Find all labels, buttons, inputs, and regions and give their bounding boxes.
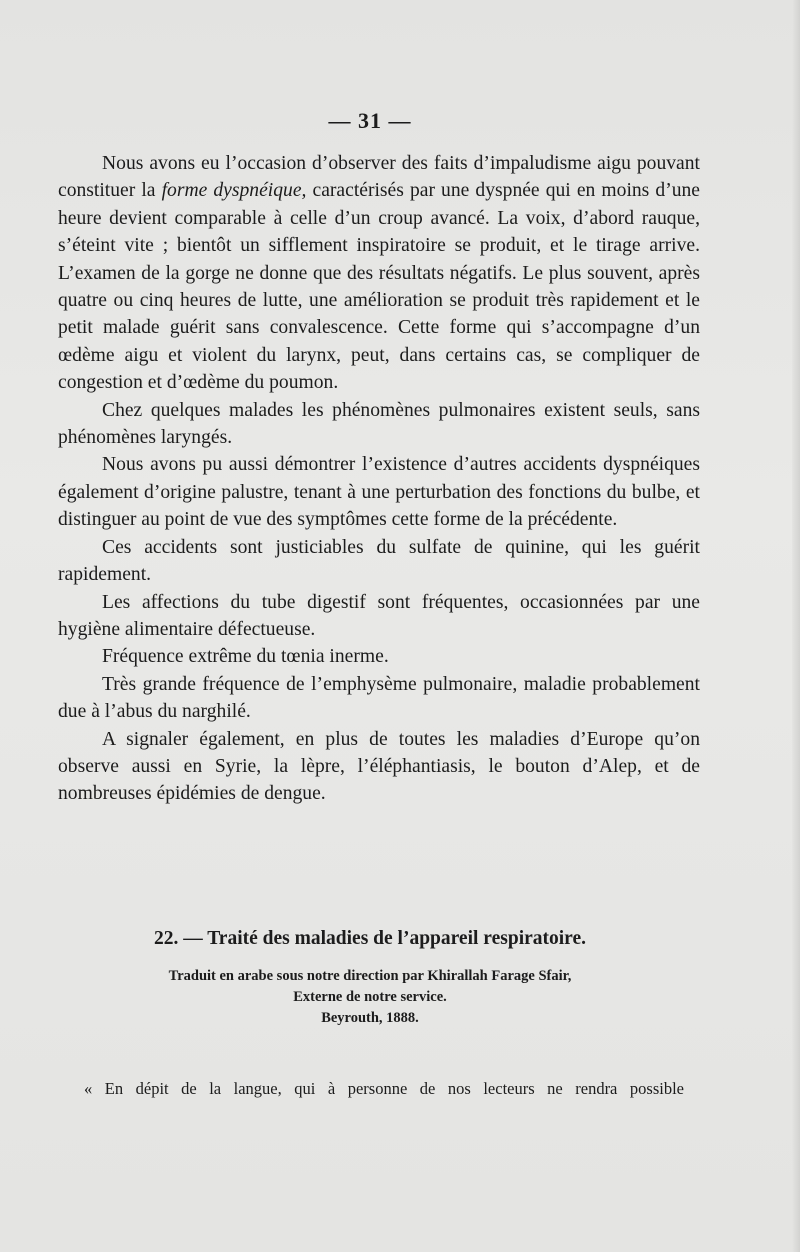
paragraph-3: Nous avons pu aussi démontrer l’existence d’autres accidents dyspnéiques également d’origine palustre, tenant à une perturbation des fonctions du bulbe, et distinguer au point de vue des symptômes cette forme de la précédente. <box>58 454 700 531</box>
section-subtitle <box>0 966 740 1029</box>
subtitle-line-place-date: Beyrouth, 1888. <box>321 1010 419 1026</box>
body-text <box>58 150 700 808</box>
page-number: — 31 — <box>328 108 412 133</box>
quote-start: « En dépit de la langue, qui à personne de nos lecteurs ne rendra possible <box>84 1079 684 1098</box>
paragraph-7: Très grande fréquence de l’emphysème pulmonaire, maladie probablement due à l’abus du narghilé. <box>58 673 700 723</box>
paragraph-6: Fréquence extrême du tœnia inerme. <box>102 646 389 668</box>
paragraph-8: A signaler également, en plus de toutes les maladies d’Europe qu’on observe aussi en Syrie, la lèpre, l’éléphantiasis, le bouton d’Alep, et de nombreuses épidémies de dengue. <box>58 728 700 805</box>
page-edge-shadow <box>792 0 800 1252</box>
subtitle-line-role: Externe de notre service. <box>293 989 447 1005</box>
paragraph-1 <box>58 150 700 397</box>
paragraph-5: Les affections du tube digestif sont fréquentes, occasionnées par une hygiène alimentaire défectueuse. <box>58 591 700 640</box>
section-heading: 22. — Traité des maladies de l’appareil respiratoire. <box>153 928 587 949</box>
paragraph-1-emphasis: forme dyspnéique, <box>161 180 307 202</box>
paragraph-2: Chez quelques malades les phénomènes pulmonaires existent seuls, sans phénomènes laryngés. <box>58 399 700 449</box>
paragraph-4: Ces accidents sont justiciables du sulfate de quinine, qui les guérit rapidement. <box>58 536 700 586</box>
paragraph-1-after: caractérisés par une dyspnée qui en moins d’une heure devient comparable à celle d’un croup avancé. La voix, d’abord rauque, s’éteint vite ; bientôt un sifflement inspiratoire se produit, et le tirage arrive. L’examen de la gorge ne donne que des résultats négatifs. Le plus souvent, après quatre ou cinq heures de lutte, une amélioration se produit très rapidement et le petit malade guérit sans convalescence. Cette forme qui s’accompagne d’un œdème aigu et violent du larynx, peut, dans certains cas, se compliquer de congestion et d’œdème du poumon. <box>58 180 701 394</box>
paragraph-1-before: Nous avons eu l’occasion d’observer des faits d’impaludisme aigu pouvant constituer la <box>58 153 700 202</box>
subtitle-line-translation: Traduit en arabe sous notre direction par Khirallah Farage Sfair, <box>168 968 572 984</box>
